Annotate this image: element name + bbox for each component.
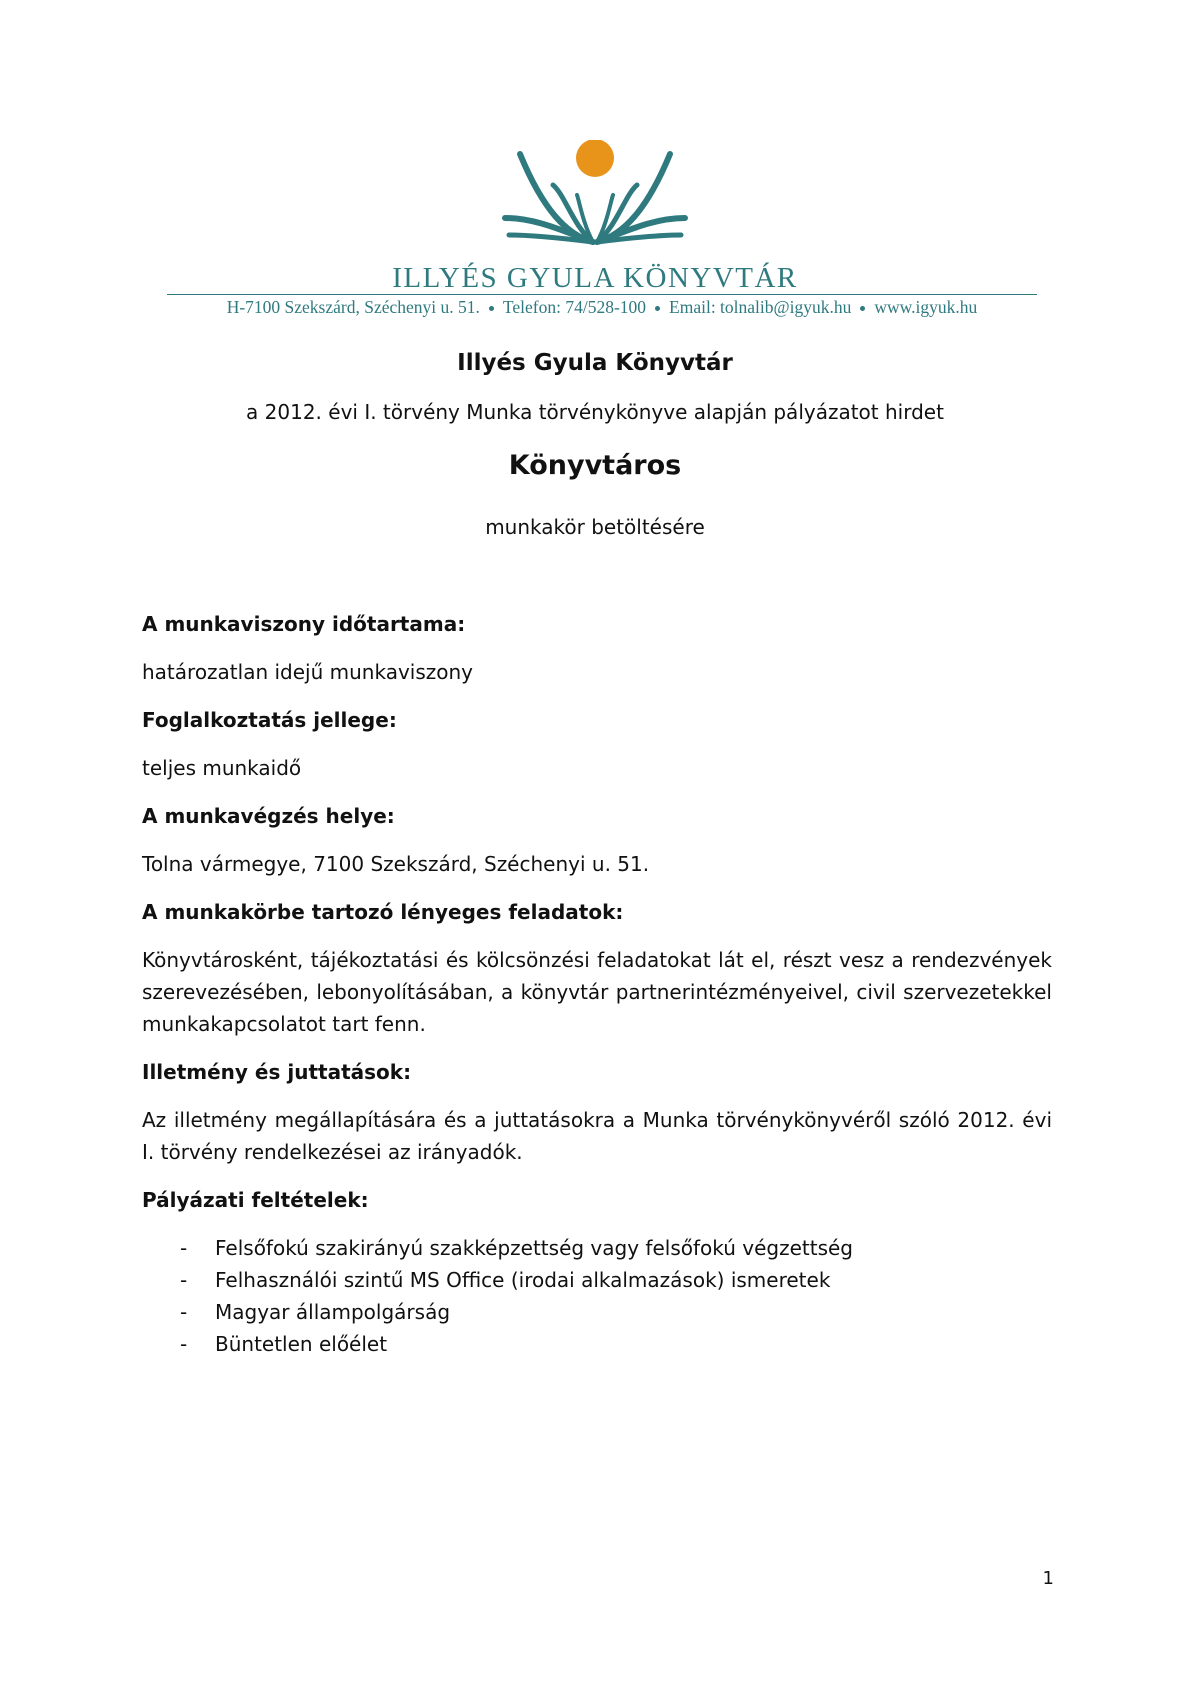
- list-item: [142, 1232, 1052, 1264]
- job-details: [142, 608, 1052, 1360]
- bullet-icon: [860, 306, 865, 311]
- duration-heading: A munkaviszony időtartama:: [142, 612, 466, 636]
- phone: Telefon: 74/528-100: [502, 297, 647, 317]
- dash-marker: -: [180, 1268, 188, 1292]
- bullet-icon: [655, 306, 660, 311]
- library-logo: [0, 140, 1190, 255]
- sun-icon: [576, 140, 614, 177]
- requirement-text: Büntetlen előélet: [215, 1332, 388, 1356]
- tasks-heading: A munkakörbe tartozó lényeges feladatok:: [142, 900, 624, 924]
- website: www.igyuk.hu: [874, 297, 978, 317]
- dash-marker: -: [180, 1300, 188, 1324]
- list-item: [142, 1296, 1052, 1328]
- position-subtitle: munkakör betöltésére: [485, 515, 705, 539]
- tasks-text: Könyvtárosként, tájékoztatási és kölcsönzési feladatokat lát el, részt vesz a rendezvények szerevezésében, lebonyolításában, a könyvtár partnerintézményeivel, civil szervezetekkel munkakapcsolatot tart fenn.: [142, 948, 1052, 1036]
- salary-heading: Illetmény és juttatások:: [142, 1060, 412, 1084]
- page-number: 1: [1042, 1568, 1054, 1589]
- requirements-heading: Pályázati feltételek:: [142, 1188, 369, 1212]
- list-item: [142, 1328, 1052, 1360]
- dash-marker: -: [180, 1236, 188, 1260]
- list-item: [142, 1264, 1052, 1296]
- org-name: Illyés Gyula Könyvtár: [457, 350, 733, 376]
- address: H-7100 Szekszárd, Széchenyi u. 51.: [226, 297, 480, 317]
- requirement-text: Felsőfokú szakirányú szakképzettség vagy felsőfokú végzettség: [215, 1236, 853, 1260]
- employment-type-heading: Foglalkoztatás jellege:: [142, 708, 397, 732]
- location-heading: A munkavégzés helye:: [142, 804, 395, 828]
- contact-line: [167, 296, 1037, 318]
- header-divider: [167, 294, 1037, 295]
- position-title: Könyvtáros: [508, 450, 682, 481]
- duration-text: határozatlan idejű munkaviszony: [142, 660, 474, 684]
- bullet-icon: [489, 306, 494, 311]
- location-text: Tolna vármegye, 7100 Szekszárd, Széchenyi u. 51.: [142, 852, 650, 876]
- brand-name: ILLYÉS GYULA KÖNYVTÁR: [392, 262, 798, 294]
- requirement-text: Felhasználói szintű MS Office (irodai alkalmazások) ismeretek: [215, 1268, 831, 1292]
- open-book-sun-icon: [495, 140, 695, 255]
- requirement-text: Magyar állampolgárság: [215, 1300, 451, 1324]
- email: Email: tolnalib@igyuk.hu: [669, 297, 852, 317]
- employment-type-text: teljes munkaidő: [142, 756, 302, 780]
- salary-text: Az illetmény megállapítására és a juttatásokra a Munka törvénykönyvéről szóló 2012. évi I. törvény rendelkezései az irányadók.: [142, 1108, 1052, 1164]
- dash-marker: -: [180, 1332, 188, 1356]
- intro-text: a 2012. évi I. törvény Munka törvénykönyve alapján pályázatot hirdet: [246, 400, 944, 424]
- requirements-list: [142, 1232, 1052, 1360]
